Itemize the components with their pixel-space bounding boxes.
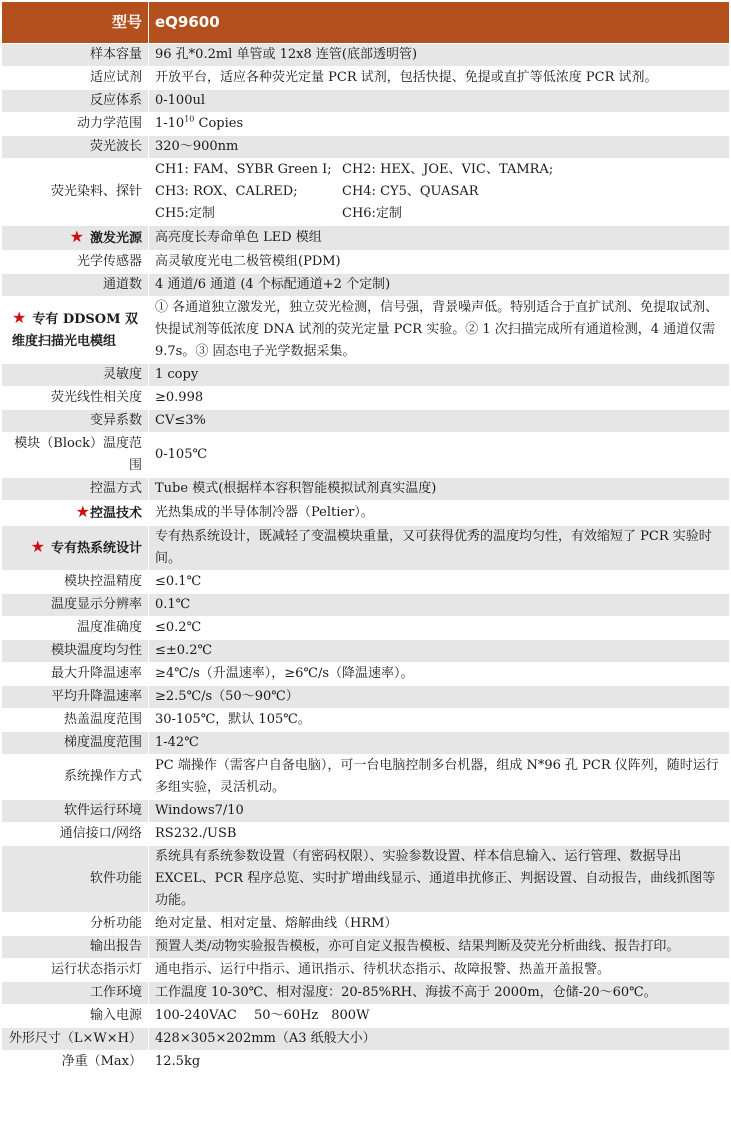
row-label: 梯度温度范围	[2, 732, 149, 755]
row-value: 1-42℃	[149, 732, 730, 755]
row-label: 外形尺寸（L×W×H）	[2, 1028, 149, 1051]
channel-item: CH3: ROX、CALRED;	[155, 184, 298, 199]
row-label: 荧光染料、探针	[2, 159, 149, 226]
row-label	[2, 501, 149, 526]
row-value: 0-100ul	[149, 90, 730, 113]
table-row	[2, 913, 730, 936]
row-value: Windows7/10	[149, 800, 730, 823]
row-value: 1 copy	[149, 364, 730, 387]
table-row	[2, 823, 730, 846]
header-label: 型号	[2, 2, 149, 44]
table-row	[2, 67, 730, 90]
row-value: 428×305×202mm（A3 纸般大小）	[149, 1028, 730, 1051]
table-row	[2, 90, 730, 113]
row-label: 光学传感器	[2, 251, 149, 274]
row-value: 30-105℃，默认 105℃。	[149, 709, 730, 732]
row-value	[149, 159, 730, 226]
row-label: 模块（Block）温度范围	[2, 433, 149, 478]
table-row	[2, 594, 730, 617]
row-value: 光热集成的半导体制冷器（Peltier）。	[149, 501, 730, 526]
table-row	[2, 1005, 730, 1028]
row-value: 绝对定量、相对定量、熔解曲线（HRM）	[149, 913, 730, 936]
table-row	[2, 136, 730, 159]
row-label: 灵敏度	[2, 364, 149, 387]
table-row	[2, 433, 730, 478]
table-row	[2, 846, 730, 913]
row-value: ≥0.998	[149, 387, 730, 410]
row-value: 0-105℃	[149, 433, 730, 478]
table-row	[2, 709, 730, 732]
channel-item: CH5:定制	[155, 206, 215, 221]
row-label: 最大升降温速率	[2, 663, 149, 686]
row-label: 热盖温度范围	[2, 709, 149, 732]
row-value	[149, 113, 730, 136]
row-value: 0.1℃	[149, 594, 730, 617]
table-row	[2, 226, 730, 251]
row-label	[2, 526, 149, 571]
row-value: 320～900nm	[149, 136, 730, 159]
value-prefix: 1-10	[155, 116, 185, 131]
row-label	[2, 297, 149, 364]
row-value: ≤±0.2℃	[149, 640, 730, 663]
row-value: ≥2.5℃/s（50～90℃）	[149, 686, 730, 709]
row-value: PC 端操作（需客户自备电脑），可一台电脑控制多台机器，组成 N*96 孔 PCR 仪阵列，随时运行多组实验，灵活机动。	[149, 755, 730, 800]
row-value: 100-240VAC 50～60Hz 800W	[149, 1005, 730, 1028]
row-value: Tube 模式(根据样本容积智能模拟试剂真实温度)	[149, 478, 730, 501]
row-label: 通道数	[2, 274, 149, 297]
row-value: 4 通道/6 通道 (4 个标配通道+2 个定制)	[149, 274, 730, 297]
row-label: 软件功能	[2, 846, 149, 913]
row-label: 软件运行环境	[2, 800, 149, 823]
channel-item: CH6:定制	[342, 206, 402, 221]
table-row	[2, 1051, 730, 1074]
table-row	[2, 364, 730, 387]
spec-table	[1, 1, 730, 1074]
channel-grid	[155, 159, 723, 225]
row-label: 输出报告	[2, 936, 149, 959]
table-row	[2, 982, 730, 1005]
row-label: 净重（Max）	[2, 1051, 149, 1074]
value-exponent: 10	[184, 114, 195, 124]
row-label: 温度准确度	[2, 617, 149, 640]
row-label: 分析功能	[2, 913, 149, 936]
row-label: 动力学范围	[2, 113, 149, 136]
channel-item: CH4: CY5、QUASAR	[342, 184, 479, 199]
row-label: 输入电源	[2, 1005, 149, 1028]
row-label: 模块温度均匀性	[2, 640, 149, 663]
row-label-text: 激发光源	[89, 231, 142, 246]
table-row	[2, 1028, 730, 1051]
row-label: 工作环境	[2, 982, 149, 1005]
channel-item: CH1: FAM、SYBR Green I;	[155, 162, 332, 177]
table-row	[2, 274, 730, 297]
row-value: ≤0.2℃	[149, 617, 730, 640]
row-value: 开放平台，适应各种荧光定量 PCR 试剂，包括快提、免提或直扩等低浓度 PCR 试剂。	[149, 67, 730, 90]
row-label-text: 专有 DDSOM 双维度扫描光电模组	[12, 312, 139, 349]
table-row	[2, 640, 730, 663]
row-label-text: 控温技术	[89, 506, 142, 521]
row-value: 专有热系统设计，既减轻了变温模块重量，又可获得优秀的温度均匀性，有效缩短了 PCR 实验时间。	[149, 526, 730, 571]
star-icon: ★	[30, 537, 45, 556]
table-row	[2, 159, 730, 226]
star-icon: ★	[75, 502, 90, 521]
header-model-value: eQ9600	[149, 2, 730, 44]
row-value: 工作温度 10-30℃、相对湿度：20-85%RH、海拔不高于 2000m，仓储-20～60℃。	[149, 982, 730, 1005]
row-label: 控温方式	[2, 478, 149, 501]
row-value: 高灵敏度光电二极管模组(PDM)	[149, 251, 730, 274]
table-row	[2, 800, 730, 823]
row-label: 荧光波长	[2, 136, 149, 159]
star-icon: ★	[69, 227, 84, 246]
table-header-row	[2, 2, 730, 44]
table-row	[2, 387, 730, 410]
table-row	[2, 959, 730, 982]
table-row	[2, 617, 730, 640]
table-row	[2, 526, 730, 571]
table-row	[2, 686, 730, 709]
star-icon: ★	[12, 308, 27, 327]
row-label	[2, 226, 149, 251]
table-row	[2, 251, 730, 274]
value-suffix: Copies	[194, 116, 244, 131]
table-row	[2, 663, 730, 686]
row-value: 系统具有系统参数设置（有密码权限）、实验参数设置、样本信息输入、运行管理、数据导出 EXCEL、PCR 程序总览、实时扩增曲线显示、通道串扰修正、判据设置、自动报告，曲线抓图等功能。	[149, 846, 730, 913]
row-label: 系统操作方式	[2, 755, 149, 800]
table-row	[2, 936, 730, 959]
channel-item: CH2: HEX、JOE、VIC、TAMRA;	[342, 162, 554, 177]
row-label: 模块控温精度	[2, 571, 149, 594]
row-value: 96 孔*0.2ml 单管或 12x8 连管(底部透明管)	[149, 44, 730, 67]
row-value: 预置人类/动物实验报告模板，亦可自定义报告模板、结果判断及荧光分析曲线、报告打印。	[149, 936, 730, 959]
table-row	[2, 297, 730, 364]
table-row	[2, 410, 730, 433]
row-label: 平均升降温速率	[2, 686, 149, 709]
table-row	[2, 44, 730, 67]
table-row	[2, 113, 730, 136]
table-row	[2, 501, 730, 526]
row-value: CV≤3%	[149, 410, 730, 433]
row-label: 变异系数	[2, 410, 149, 433]
row-value: RS232./USB	[149, 823, 730, 846]
row-value: 通电指示、运行中指示、通讯指示、待机状态指示、故障报警、热盖开盖报警。	[149, 959, 730, 982]
row-label-text: 专有热系统设计	[50, 541, 142, 556]
table-row	[2, 732, 730, 755]
table-row	[2, 755, 730, 800]
row-label: 适应试剂	[2, 67, 149, 90]
table-row	[2, 478, 730, 501]
row-value: ≥4℃/s（升温速率），≥6℃/s（降温速率）。	[149, 663, 730, 686]
row-label: 反应体系	[2, 90, 149, 113]
row-value: 高亮度长寿命单色 LED 模组	[149, 226, 730, 251]
row-value: ① 各通道独立激发光，独立荧光检测，信号强，背景噪声低。特别适合于直扩试剂、免提取试剂、快提试剂等低浓度 DNA 试剂的荧光定量 PCR 实验。② 1 次扫描完成所有通道检测，4 通道仅需 9.7s。③ 固态电子光学数据采集。	[149, 297, 730, 364]
row-label: 样本容量	[2, 44, 149, 67]
row-label: 通信接口/网络	[2, 823, 149, 846]
table-row	[2, 571, 730, 594]
row-value: ≤0.1℃	[149, 571, 730, 594]
row-label: 荧光线性相关度	[2, 387, 149, 410]
row-label: 温度显示分辨率	[2, 594, 149, 617]
row-label: 运行状态指示灯	[2, 959, 149, 982]
row-value: 12.5kg	[149, 1051, 730, 1074]
